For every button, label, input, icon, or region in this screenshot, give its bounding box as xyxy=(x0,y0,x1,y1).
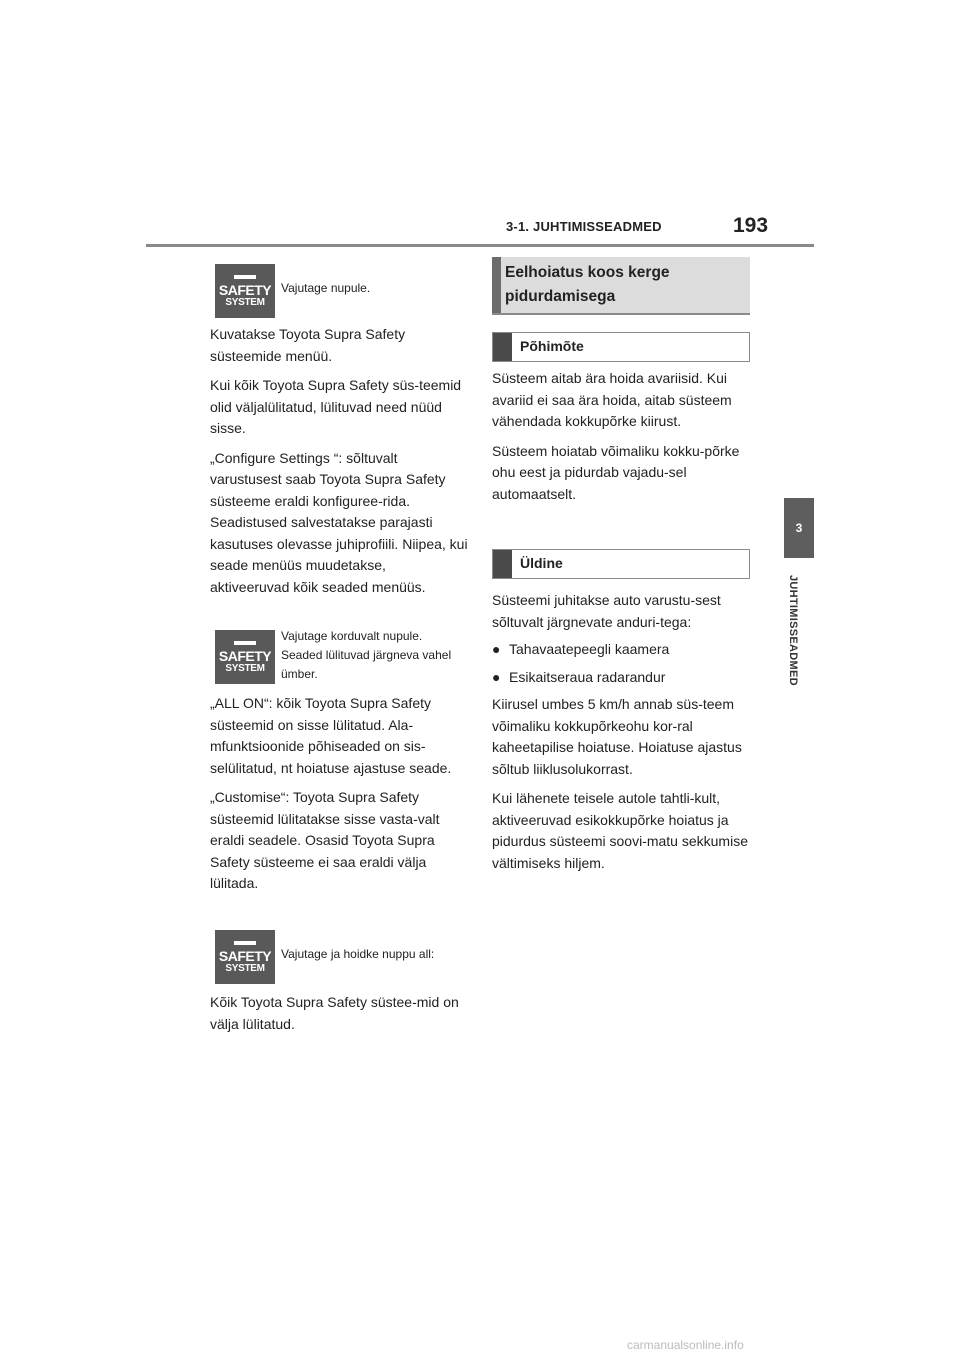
right-text-block-2 xyxy=(492,590,750,874)
right-paragraph-4: Kiirusel umbes 5 km/h annab süs-teem võimaliku kokkupõrkeohu kor-ral kaheetapilise hoiatuse. Hoiatuse ajastus sõltub liiklusolukorrast. xyxy=(492,696,742,777)
left-text-block-3 xyxy=(210,992,468,1035)
left-paragraph-3: „Configure Settings “: sõltuvalt varustusest saab Toyota Supra Safety süsteeme eraldi konfiguree-rida. Seadistused salvestatakse parajasti kasutuses olevasse juhiprofiili. Niipea, kui seade menüüs muudetakse, aktiveeruvad kõik seaded menüüs. xyxy=(210,449,468,595)
chapter-title: JUHTIMISSEADMED xyxy=(787,575,799,686)
safety-system-button-icon: SAFETY SYSTEM xyxy=(215,630,275,684)
right-paragraph-1: Süsteem aitab ära hoida avariisid. Kui avariid ei saa ära hoida, aitab süsteem vähendada kokkupõrke kiirust. xyxy=(492,370,732,429)
subheading-general: Üldine xyxy=(492,549,750,579)
left-text-block-1 xyxy=(210,324,468,598)
section-heading xyxy=(492,257,750,315)
safety-system-button-icon: SAFETY SYSTEM xyxy=(215,264,275,318)
section-header: 3-1. JUHTIMISSEADMED xyxy=(506,219,662,234)
list-item: ● Tahavaatepeegli kaamera xyxy=(492,641,670,657)
section-title: Eelhoiatus koos kerge pidurdamisega xyxy=(505,264,670,305)
left-paragraph-5: „Customise“: Toyota Supra Safety süsteemid lülitatakse sisse vasta-valt eraldi seadele. Osasid Toyota Supra Safety süsteeme ei saa eraldi välja lülitada. xyxy=(210,789,440,891)
left-paragraph-4: „ALL ON“: kõik Toyota Supra Safety süsteemid on sisse lülitatud. Ala-mfunktsioonide põhiseaded on sis-selülitatud, nt hoiatuse ajastuse seade. xyxy=(210,695,452,776)
header-divider xyxy=(146,244,814,247)
left-paragraph-1: Kuvatakse Toyota Supra Safety süsteemide menüü. xyxy=(210,326,406,364)
left-text-block-2 xyxy=(210,693,468,895)
chapter-number: 3 xyxy=(795,521,803,535)
left-paragraph-2: Kui kõik Toyota Supra Safety süs-teemid olid väljalülitatud, lülituvad need nüüd sisse. xyxy=(210,377,462,436)
right-paragraph-3: Süsteemi juhitakse auto varustu-sest sõltuvalt järgnevate anduri-tega: xyxy=(492,592,721,630)
subheading-principle: Põhimõte xyxy=(492,332,750,362)
step2-caption: Vajutage korduvalt nupule. Seaded lülituvad järgneva vahel ümber. xyxy=(281,629,452,681)
step1-caption: Vajutage nupule. xyxy=(281,281,371,295)
list-item: ● Esikaitseraua radarandur xyxy=(492,668,666,685)
right-paragraph-5: Kui lähenete teisele autole tahtli-kult, aktiveeruvad esikokkupõrke hoiatus ja pidurdus süsteemi soovi-matu sekkumise vältimiseks hiljem. xyxy=(492,790,748,871)
watermark: carmanualsonline.info xyxy=(627,1338,744,1352)
right-text-block-1 xyxy=(492,368,750,505)
chapter-tab[interactable] xyxy=(784,498,814,558)
left-paragraph-6: Kõik Toyota Supra Safety süstee-mid on välja lülitatud. xyxy=(210,994,459,1032)
page-number: 193 xyxy=(733,214,769,237)
right-paragraph-2: Süsteem hoiatab võimaliku kokku-põrke ohu eest ja pidurdab vajadu-sel automaatselt. xyxy=(492,442,740,502)
safety-system-button-icon: SAFETY SYSTEM xyxy=(215,930,275,984)
step3-caption: Vajutage ja hoidke nuppu all: xyxy=(281,947,435,961)
